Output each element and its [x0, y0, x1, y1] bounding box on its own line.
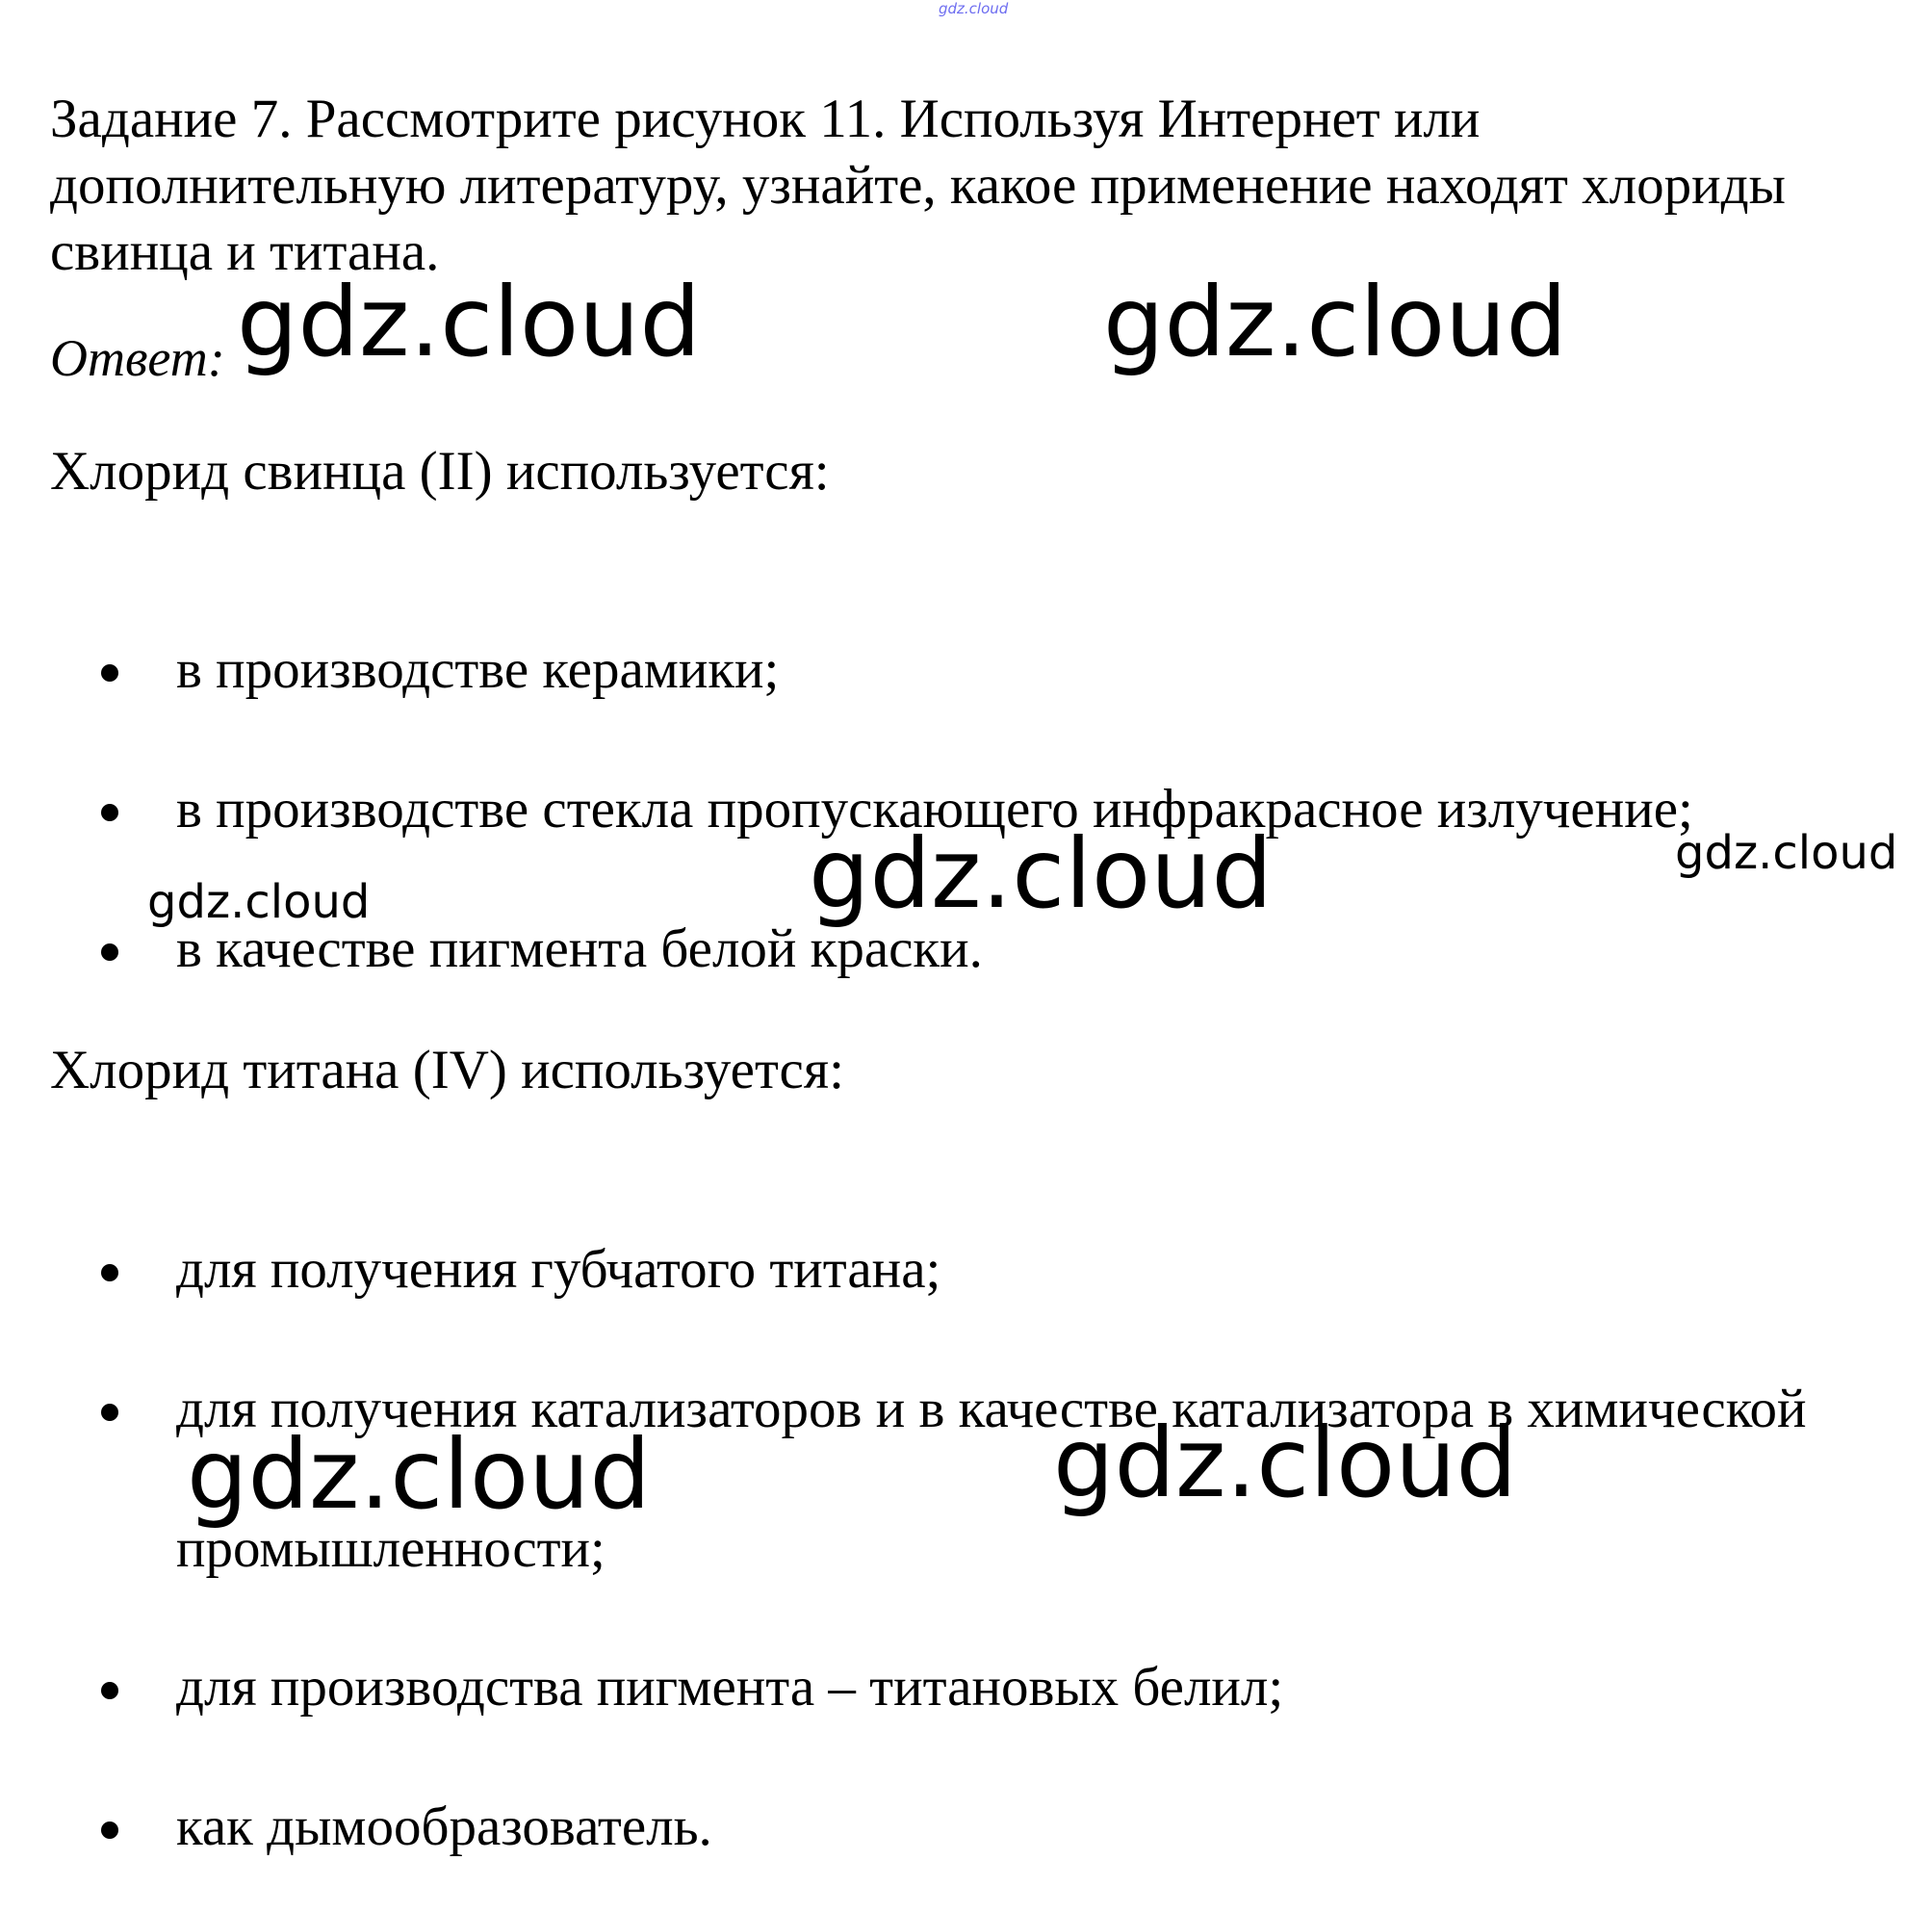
lead-chloride-item-1: в производстве керамики; [176, 639, 780, 700]
watermark: gdz.cloud [1053, 1407, 1518, 1519]
titanium-chloride-heading: Хлорид титана (IV) используется: [50, 1040, 844, 1100]
answer-label: Ответ: [50, 329, 225, 387]
titanium-chloride-item-1: для получения губчатого титана; [176, 1239, 941, 1300]
watermark: gdz.cloud [1675, 826, 1898, 880]
watermark: gdz.cloud [187, 1418, 652, 1531]
bullet-icon [101, 1822, 118, 1839]
task-line-2: дополнительную литературу, узнайте, какое применение находят хлориды [50, 155, 1786, 216]
bullet-icon [101, 1682, 118, 1699]
bullet-icon [101, 664, 118, 682]
lead-chloride-item-2: в производстве стекла пропускающего инфракрасное излучение; [176, 779, 1693, 840]
titanium-chloride-item-4: как дымообразователь. [176, 1796, 712, 1857]
watermark: gdz.cloud [147, 875, 371, 929]
watermark: gdz.cloud [237, 266, 702, 378]
bullet-icon [101, 804, 118, 821]
watermark: gdz.cloud [1103, 266, 1568, 378]
bullet-icon [101, 943, 118, 961]
titanium-chloride-item-3: для производства пигмента – титановых белил; [176, 1657, 1284, 1718]
lead-chloride-item-3: в качестве пигмента белой краски. [176, 918, 983, 979]
lead-chloride-heading: Хлорид свинца (II) используется: [50, 441, 830, 502]
watermark-top: gdz.cloud [939, 0, 1009, 17]
bullet-icon [101, 1264, 118, 1281]
watermark: gdz.cloud [809, 817, 1274, 930]
bullet-icon [101, 1404, 118, 1421]
titanium-chloride-item-2: для получения катализаторов и в качестве катализатора в химической [176, 1379, 1807, 1439]
titanium-chloride-item-2-continued: промышленности; [176, 1518, 605, 1579]
task-line-1: Задание 7. Рассмотрите рисунок 11. Используя Интернет или [50, 89, 1481, 149]
task-line-3: свинца и титана. [50, 221, 440, 282]
